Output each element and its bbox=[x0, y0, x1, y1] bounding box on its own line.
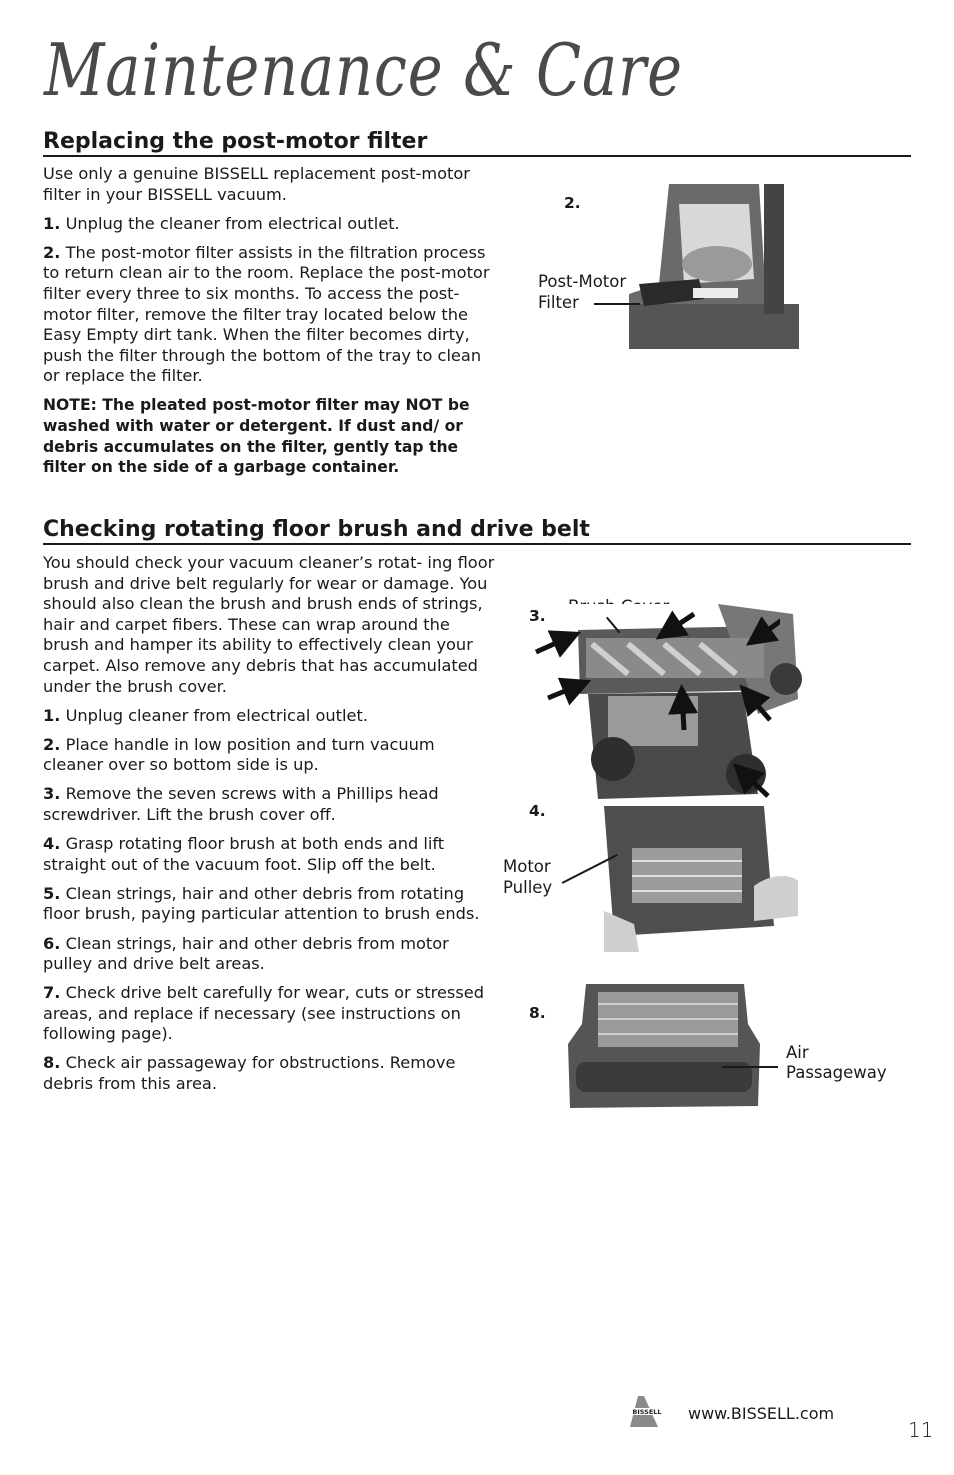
air-passageway-callout-line bbox=[722, 1066, 778, 1068]
step-text: Clean strings, hair and other debris from rotating floor brush, paying particular attention to brush ends. bbox=[43, 883, 480, 924]
air-passageway-label-line2: Passageway bbox=[786, 1063, 887, 1082]
intro-paragraph: Use only a genuine BISSELL replacement post-motor filter in your BISSELL vacuum. bbox=[43, 164, 470, 204]
step-number: 4. bbox=[43, 834, 61, 854]
brush-belt-instructions bbox=[43, 553, 498, 1103]
figure-number: 3. bbox=[529, 607, 546, 625]
section-heading-brush-and-belt: Checking rotating floor brush and drive belt bbox=[43, 517, 911, 545]
page-number: 11 bbox=[908, 1418, 934, 1442]
step-text: Place handle in low position and turn vacuum cleaner over so bottom side is up. bbox=[43, 734, 435, 775]
motor-pulley-label-line2: Pulley bbox=[503, 878, 553, 897]
instruction-step bbox=[43, 983, 498, 1045]
screw-arrow bbox=[536, 614, 780, 796]
step-text: Unplug cleaner from electrical outlet. bbox=[60, 705, 368, 725]
step-number: 8. bbox=[43, 1053, 61, 1073]
step-number: 1. bbox=[43, 213, 61, 233]
instruction-step bbox=[43, 784, 498, 825]
instruction-step bbox=[43, 706, 498, 727]
screw-location-arrows bbox=[520, 600, 780, 805]
step-number: 3. bbox=[43, 784, 61, 804]
intro-paragraph: You should check your vacuum cleaner’s rotat- ing floor brush and drive belt regularly for wear or damage. You should also clean the brush and brush ends of strings, hair and carpet fibers. These can wrap around the brush and hamper its ability to effectively clean your carpet. Also remove any debris that has accumulated under the brush cover. bbox=[43, 553, 495, 696]
instruction-step bbox=[43, 834, 498, 875]
step-text: Check drive belt carefully for wear, cuts or stressed areas, and replace if necessary (see instructions on following page). bbox=[43, 983, 484, 1044]
post-motor-filter-callout-line bbox=[594, 303, 640, 305]
step-number: 2. bbox=[43, 734, 61, 754]
step-text: The post-motor filter assists in the filtration process to return clean air to the room. Replace the post-motor filter every three to six months. To access the post-motor filter, remove the filter tray located below the Easy Empty dirt tank. When the filter becomes dirty, push the filter through the bottom of the tray to clean or replace the filter. bbox=[43, 242, 490, 386]
post-motor-filter-photo bbox=[629, 184, 799, 349]
step-number: 7. bbox=[43, 983, 61, 1003]
footer-url[interactable]: www.BISSELL.com bbox=[688, 1404, 835, 1423]
post-motor-filter-label-line2: Filter bbox=[538, 293, 579, 312]
instruction-step bbox=[43, 214, 498, 235]
instruction-step bbox=[43, 243, 498, 387]
step-text: Remove the seven screws with a Phillips head screwdriver. Lift the brush cover off. bbox=[43, 784, 439, 825]
figure-number: 2. bbox=[564, 194, 581, 212]
logo-text: BISSELL bbox=[632, 1408, 662, 1416]
bissell-logo-icon bbox=[624, 1394, 670, 1428]
step-number: 6. bbox=[43, 933, 61, 953]
page-title: Maintenance & Care bbox=[44, 28, 683, 112]
step-number: 1. bbox=[43, 705, 61, 725]
motor-pulley-photo bbox=[604, 806, 798, 952]
step-number: 2. bbox=[43, 242, 61, 262]
step-text: Grasp rotating floor brush at both ends and lift straight out of the vacuum foot. Slip off the belt. bbox=[43, 834, 445, 874]
post-motor-filter-instructions bbox=[43, 164, 498, 486]
air-passageway-photo bbox=[568, 984, 760, 1110]
air-passageway-label-line1: Air bbox=[786, 1043, 809, 1062]
instruction-step bbox=[43, 884, 498, 925]
step-text: Unplug the cleaner from electrical outlet. bbox=[60, 213, 400, 233]
figure-number: 4. bbox=[529, 802, 546, 820]
instruction-step bbox=[43, 934, 498, 975]
step-text: Clean strings, hair and other debris from motor pulley and drive belt areas. bbox=[43, 933, 449, 974]
note-paragraph: NOTE: The pleated post-motor filter may NOT be washed with water or detergent. If dust and/ or debris accumulates on the filter, gently tap the filter on the side of a garbage container. bbox=[43, 396, 470, 477]
instruction-step bbox=[43, 1053, 498, 1094]
motor-pulley-label-line1: Motor bbox=[503, 857, 551, 876]
section-heading-post-motor-filter: Replacing the post-motor filter bbox=[43, 129, 911, 157]
step-number: 5. bbox=[43, 883, 61, 903]
figure-number: 8. bbox=[529, 1004, 546, 1022]
step-text: Check air passageway for obstructions. Remove debris from this area. bbox=[43, 1053, 456, 1094]
post-motor-filter-label-line1: Post-Motor bbox=[538, 272, 627, 291]
instruction-step bbox=[43, 735, 498, 776]
